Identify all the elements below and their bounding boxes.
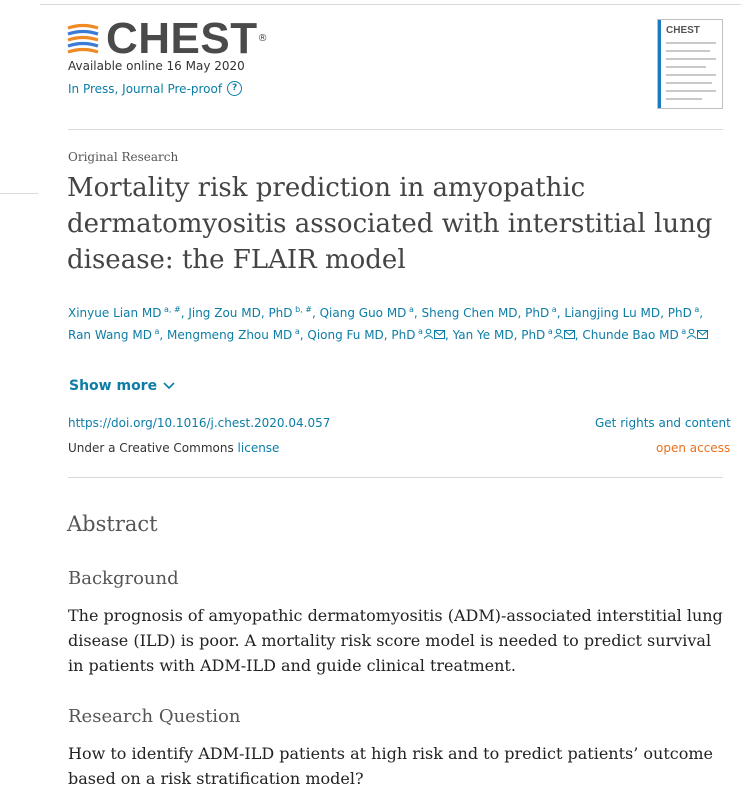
background-text: The prognosis of amyopathic dermatomyositis (ADM)-associated interstitial lung disease (ILD) is poor. A mortality risk score model is needed to predict survival in patients with ADM-ILD and guide clinical treatment. <box>68 606 723 675</box>
abstract-heading: Abstract <box>67 512 158 536</box>
cover-line <box>666 74 716 76</box>
cover-line <box>666 42 716 44</box>
author-entry[interactable] <box>188 306 312 320</box>
author-entry[interactable] <box>68 306 181 320</box>
person-icon[interactable] <box>686 326 697 348</box>
journal-logo[interactable] <box>66 14 268 63</box>
show-more-button[interactable] <box>69 378 175 394</box>
cover-spine <box>658 20 661 108</box>
author-entry[interactable] <box>167 328 300 342</box>
author-affiliation[interactable]: a, # <box>161 305 181 314</box>
research-question-text: How to identify ADM-ILD patients at high risk and to predict patients’ outcome based on a risk stratification model? <box>68 744 713 788</box>
author-affiliation[interactable]: b, # <box>292 305 312 314</box>
article-type: Original Research <box>68 150 179 164</box>
research-question-heading: Research Question <box>68 706 241 727</box>
chest-logo-icon <box>66 22 100 56</box>
license-row <box>68 441 279 455</box>
author-name[interactable]: Xinyue Lian MD <box>68 306 162 320</box>
author-affiliation[interactable]: a <box>406 305 414 314</box>
person-icon[interactable] <box>553 326 564 348</box>
registered-mark: ® <box>257 33 268 44</box>
cover-line <box>666 90 716 92</box>
author-affiliation[interactable]: a <box>151 327 160 336</box>
journal-cover-thumbnail[interactable] <box>657 19 723 109</box>
author-affiliation[interactable]: a <box>691 305 700 314</box>
author-affiliation[interactable]: a <box>292 327 300 336</box>
header-divider <box>68 129 723 130</box>
cover-line <box>666 98 702 100</box>
publication-status <box>68 81 242 96</box>
author-name[interactable]: Qiong Fu MD, PhD <box>307 328 416 342</box>
author-name[interactable]: Jing Zou MD, PhD <box>188 306 293 320</box>
author-name[interactable]: Yan Ye MD, PhD <box>452 328 546 342</box>
cover-line <box>666 82 712 84</box>
author-list: Xinyue Lian MD $^{a, \#}$, Jing Zou MD, PhD $^{b, \#}$, Qiang Guo MD $^a$, Sheng Chen MD, PhD $^a$, Liangjing Lu MD, PhD $^a$, Ran Wang MD $^a$, Mengmeng Zhou MD $^a$, Qiong Fu MD, PhD $^a$ , Yan Ye MD, PhD $^a$ , Chunde Bao MD $^a$ <box>68 302 728 348</box>
cover-line <box>666 50 710 52</box>
open-access-badge: open access <box>656 441 731 455</box>
author-name[interactable]: Sheng Chen MD, PhD <box>421 306 550 320</box>
author-entry[interactable] <box>453 328 575 342</box>
cover-title: CHEST <box>666 25 700 36</box>
author-entry[interactable] <box>582 328 708 342</box>
background-heading: Background <box>68 568 179 589</box>
rights-link[interactable]: Get rights and content <box>595 416 731 430</box>
license-link[interactable]: license <box>237 441 280 455</box>
doi-link[interactable]: https://doi.org/10.1016/j.chest.2020.04.057 <box>68 416 331 430</box>
license-prefix: Under a Creative Commons <box>68 441 238 455</box>
author-entry[interactable] <box>422 306 557 320</box>
help-icon[interactable]: ? <box>227 81 242 96</box>
person-icon[interactable] <box>423 326 434 348</box>
cover-line <box>666 66 706 68</box>
available-online: Available online 16 May 2020 <box>68 59 245 73</box>
mail-icon[interactable] <box>697 326 708 348</box>
cover-line <box>666 58 716 60</box>
author-entry[interactable] <box>307 328 445 342</box>
author-affiliation[interactable]: a <box>545 327 553 336</box>
author-entry[interactable] <box>564 306 699 320</box>
author-name[interactable]: Liangjing Lu MD, PhD <box>564 306 692 320</box>
mail-icon[interactable] <box>434 326 445 348</box>
top-divider <box>40 4 741 5</box>
author-name[interactable]: Chunde Bao MD <box>582 328 679 342</box>
author-name[interactable]: Mengmeng Zhou MD <box>167 328 293 342</box>
section-divider <box>68 477 723 478</box>
author-entry[interactable] <box>68 328 159 342</box>
author-name[interactable]: Qiang Guo MD <box>319 306 407 320</box>
chevron-down-icon <box>163 382 175 390</box>
logo-text: CHEST <box>106 14 258 63</box>
show-more-label: Show more <box>69 378 158 394</box>
side-divider <box>0 193 38 194</box>
author-name[interactable]: Ran Wang MD <box>68 328 152 342</box>
author-affiliation[interactable]: a <box>678 327 687 336</box>
author-affiliation[interactable]: a <box>549 305 557 314</box>
status-text: In Press, Journal Pre-proof <box>68 81 223 96</box>
article-title: Mortality risk prediction in amyopathic dermatomyositis associated with interstitial lung disease: the FLAIR model <box>67 173 713 275</box>
author-affiliation[interactable]: a <box>415 327 423 336</box>
mail-icon[interactable] <box>564 326 575 348</box>
author-entry[interactable] <box>320 306 414 320</box>
